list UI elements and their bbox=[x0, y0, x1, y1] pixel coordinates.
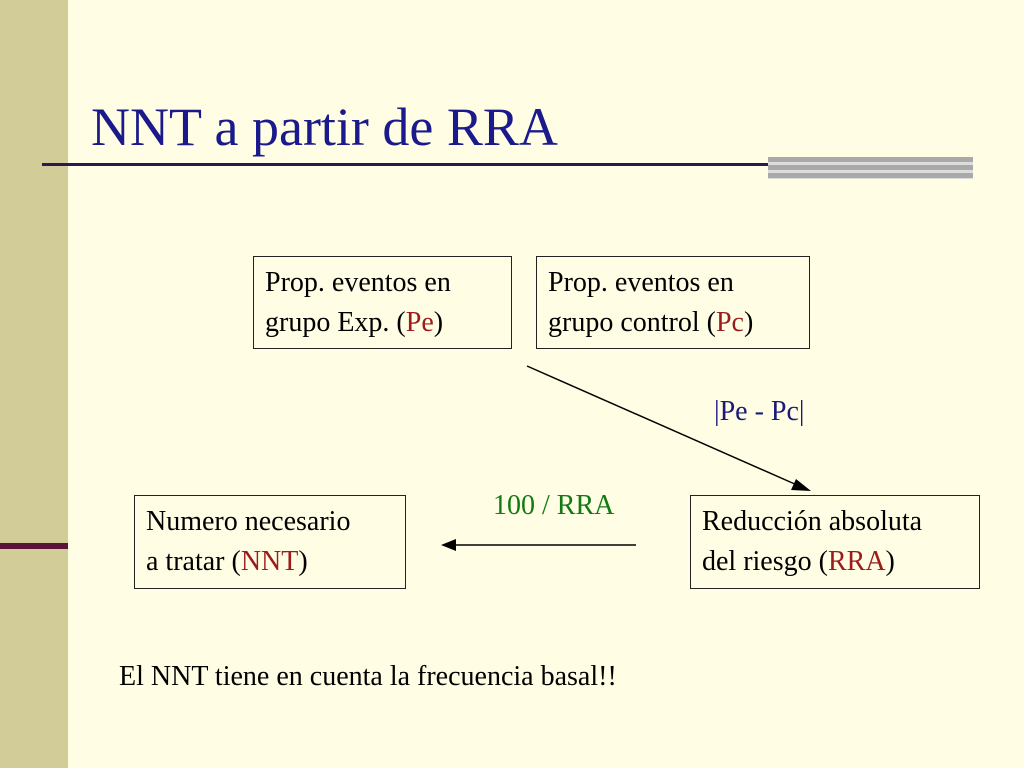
box-control-line1: Prop. eventos en bbox=[548, 267, 734, 298]
box-rra-line1: Reducción absoluta bbox=[702, 506, 923, 537]
box-nnt-line2-suffix: ) bbox=[298, 546, 308, 577]
pc-symbol: Pc bbox=[715, 307, 744, 338]
footer-note: El NNT tiene en cuenta la frecuencia basal!! bbox=[119, 661, 617, 692]
box-rra-line2-prefix: del riesgo ( bbox=[702, 546, 828, 577]
box-exp-line2-suffix: ) bbox=[433, 307, 444, 338]
nnt-symbol: NNT bbox=[240, 546, 299, 577]
box-nnt-line2-prefix: a tratar ( bbox=[146, 546, 241, 577]
rra-symbol: RRA bbox=[827, 546, 886, 577]
formula-label: 100 / RRA bbox=[493, 490, 615, 521]
box-rra-line2-suffix: ) bbox=[885, 546, 895, 577]
arrow-to-rra bbox=[527, 366, 811, 491]
box-nnt-line1: Numero necesario bbox=[146, 506, 351, 537]
box-exp-line2-prefix: grupo Exp. ( bbox=[265, 307, 406, 338]
abs-diff-label: |Pe - Pc| bbox=[714, 396, 805, 427]
slide-title: NNT a partir de RRA bbox=[91, 97, 558, 157]
pe-symbol: Pe bbox=[405, 307, 434, 338]
box-exp-line1: Prop. eventos en bbox=[265, 267, 451, 298]
arrow-to-nnt bbox=[441, 539, 636, 551]
box-control-line2-prefix: grupo control ( bbox=[548, 307, 716, 338]
box-control-line2-suffix: ) bbox=[743, 307, 754, 338]
